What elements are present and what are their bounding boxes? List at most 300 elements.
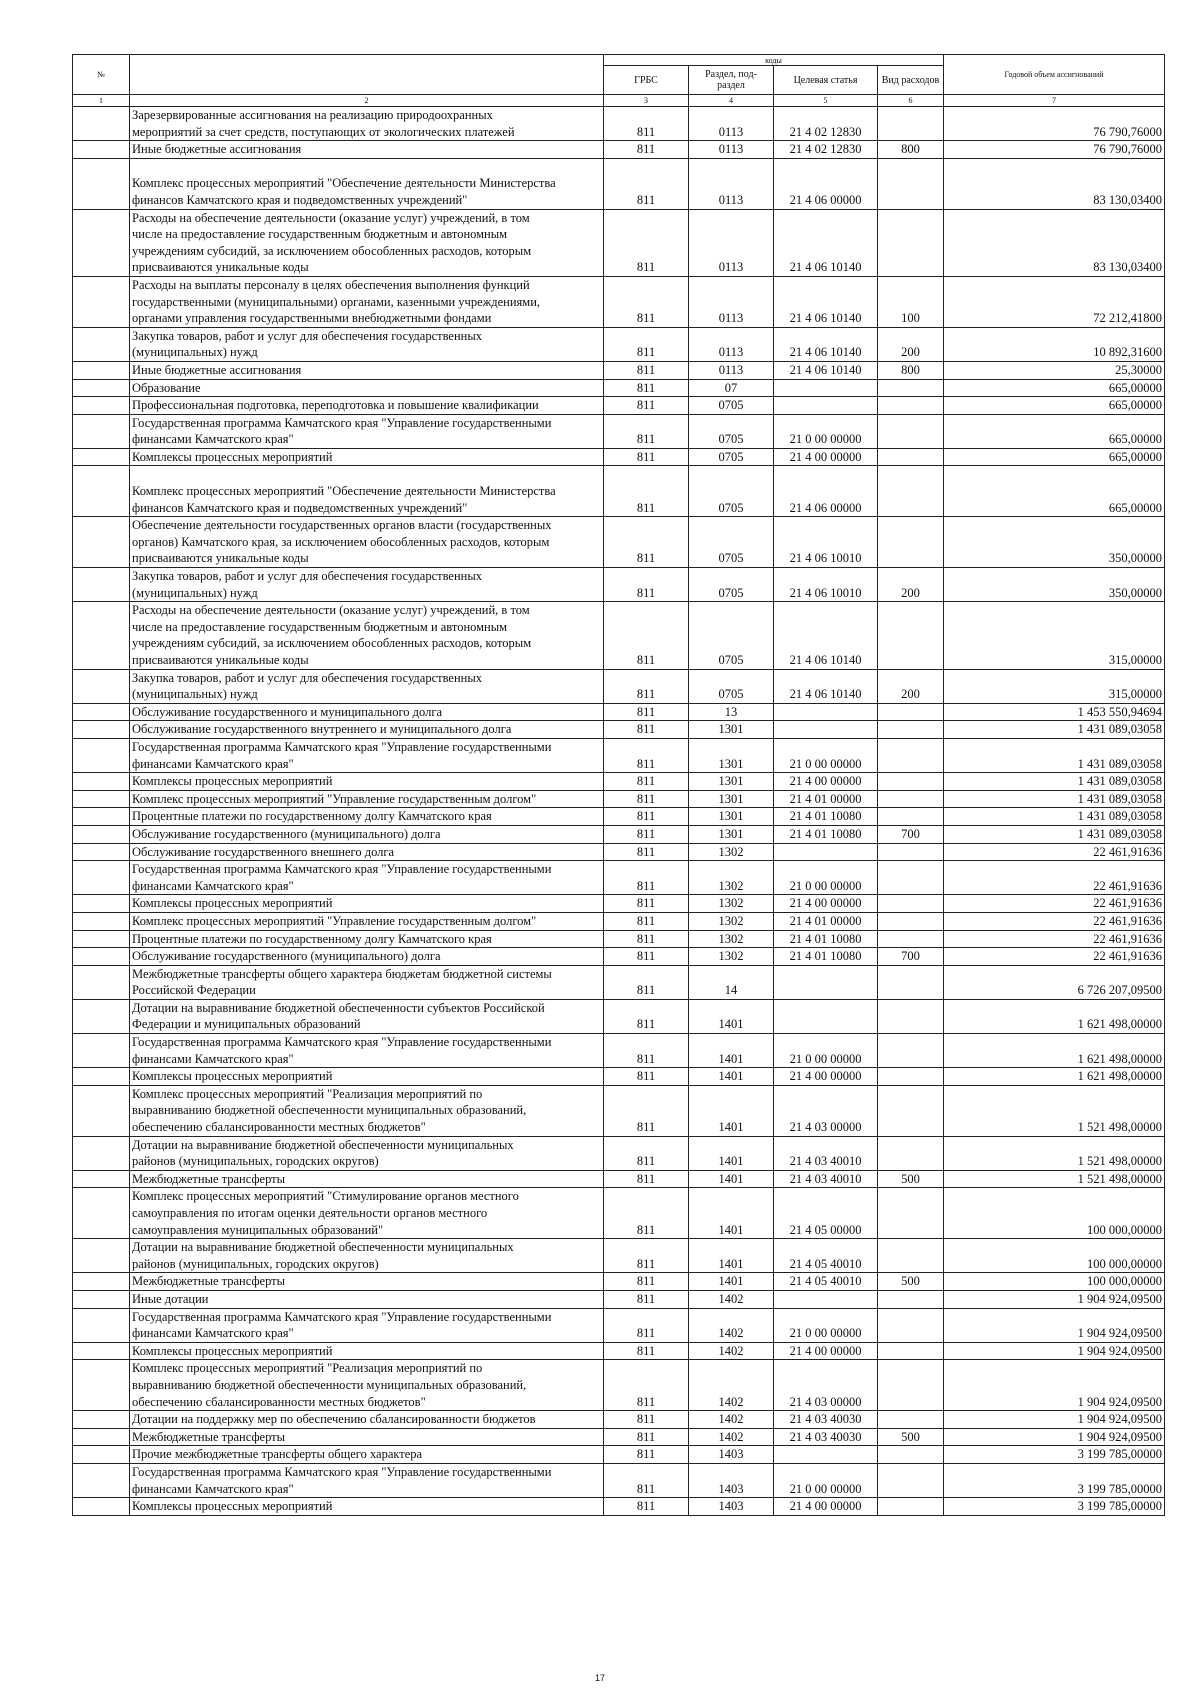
col-number: 7 [944,95,1165,107]
row-statya: 21 4 06 10140 [774,327,878,361]
num [73,1411,130,1429]
row-grbs: 811 [604,466,689,517]
row-sum: 76 790,76000 [944,107,1165,141]
row-razdel: 0113 [689,209,774,276]
row-name: Закупка товаров, работ и услуг для обеспечения государственных (муниципальных) нужд [130,568,604,602]
row-razdel: 1401 [689,1136,774,1170]
row-statya: 21 4 05 40010 [774,1273,878,1291]
row-sum: 22 461,91636 [944,861,1165,895]
table-row [73,141,1165,159]
row-vid [878,1034,944,1068]
row-razdel: 1301 [689,721,774,739]
num [73,1463,130,1497]
table-row [73,861,1165,895]
row-razdel: 1401 [689,1239,774,1273]
table-row [73,327,1165,361]
num [73,361,130,379]
row-name: Дотации на выравнивание бюджетной обеспеченности муниципальных районов (муниципальных, городских округов) [130,1239,604,1273]
row-sum: 1 904 924,09500 [944,1342,1165,1360]
row-razdel: 1302 [689,843,774,861]
header-vid: Вид расходов [878,66,944,95]
table-row [73,1239,1165,1273]
row-grbs: 811 [604,808,689,826]
row-vid [878,773,944,791]
row-statya: 21 0 00 00000 [774,1308,878,1342]
num [73,1498,130,1516]
row-name: Дотации на поддержку мер по обеспечению сбалансированности бюджетов [130,1411,604,1429]
num [73,999,130,1033]
row-statya: 21 4 05 40010 [774,1239,878,1273]
table-row [73,448,1165,466]
row-vid [878,1239,944,1273]
row-name: Комплекс процессных мероприятий "Обеспечение деятельности Министерства финансов Камчатского края и подведомственных учреждений" [130,158,604,209]
row-razdel: 0705 [689,466,774,517]
row-vid [878,1085,944,1136]
table-row [73,895,1165,913]
row-statya: 21 4 02 12830 [774,141,878,159]
table-row [73,1463,1165,1497]
row-statya: 21 4 06 10140 [774,276,878,327]
table-row [73,466,1165,517]
row-sum: 665,00000 [944,466,1165,517]
num [73,1239,130,1273]
row-vid [878,1188,944,1239]
num [73,930,130,948]
num [73,276,130,327]
table-row [73,999,1165,1033]
row-statya: 21 4 06 00000 [774,158,878,209]
row-name: Обеспечение деятельности государственных органов власти (государственных органов) Камчатского края, за исключением обособленных расходов, которым присваиваются уникальные коды [130,517,604,568]
row-name: Иные бюджетные ассигнования [130,141,604,159]
row-statya: 21 4 06 10010 [774,568,878,602]
row-name: Прочие межбюджетные трансферты общего характера [130,1446,604,1464]
row-grbs: 811 [604,397,689,415]
row-grbs: 811 [604,669,689,703]
row-name: Государственная программа Камчатского края "Управление государственными финансами Камчатского края" [130,414,604,448]
num [73,568,130,602]
num [73,790,130,808]
row-razdel: 1301 [689,773,774,791]
row-grbs: 811 [604,1360,689,1411]
table-row [73,1360,1165,1411]
row-name: Межбюджетные трансферты [130,1273,604,1291]
row-name: Комплекс процессных мероприятий "Стимулирование органов местного самоуправления по итогам оценки деятельности органов местного самоуправления муниципальных образований" [130,1188,604,1239]
col-number: 3 [604,95,689,107]
row-name: Дотации на выравнивание бюджетной обеспеченности субъектов Российской Федерации и муниципальных образований [130,999,604,1033]
budget-table [72,54,1165,1516]
row-vid: 700 [878,825,944,843]
row-name: Комплексы процессных мероприятий [130,1342,604,1360]
row-statya: 21 4 01 10080 [774,808,878,826]
header-grbs: ГРБС [604,66,689,95]
table-row [73,568,1165,602]
row-vid [878,843,944,861]
row-name: Государственная программа Камчатского края "Управление государственными финансами Камчатского края" [130,861,604,895]
row-statya: 21 4 00 00000 [774,1498,878,1516]
row-statya: 21 4 06 10140 [774,361,878,379]
row-grbs: 811 [604,703,689,721]
row-grbs: 811 [604,1034,689,1068]
row-razdel: 1401 [689,1188,774,1239]
row-razdel: 0113 [689,276,774,327]
table-row [73,773,1165,791]
table-row [73,965,1165,999]
row-name: Комплексы процессных мероприятий [130,448,604,466]
num [73,1188,130,1239]
col-number: 4 [689,95,774,107]
table-row [73,825,1165,843]
row-statya: 21 4 02 12830 [774,107,878,141]
row-grbs: 811 [604,1136,689,1170]
row-grbs: 811 [604,1170,689,1188]
row-name: Комплекс процессных мероприятий "Управление государственным долгом" [130,790,604,808]
row-vid [878,209,944,276]
table-row [73,808,1165,826]
table-row [73,1342,1165,1360]
table-body [73,107,1165,1516]
row-grbs: 811 [604,1068,689,1086]
row-sum: 10 892,31600 [944,327,1165,361]
num [73,466,130,517]
row-name: Комплексы процессных мероприятий [130,1498,604,1516]
row-razdel: 1403 [689,1498,774,1516]
row-sum: 1 621 498,00000 [944,1034,1165,1068]
num [73,808,130,826]
row-sum: 665,00000 [944,397,1165,415]
num [73,517,130,568]
row-grbs: 811 [604,1290,689,1308]
row-razdel: 1301 [689,825,774,843]
row-statya: 21 0 00 00000 [774,861,878,895]
row-vid: 700 [878,948,944,966]
row-statya [774,965,878,999]
num [73,158,130,209]
row-razdel: 1402 [689,1290,774,1308]
table-row [73,1068,1165,1086]
row-sum: 3 199 785,00000 [944,1446,1165,1464]
row-razdel: 1301 [689,790,774,808]
num [73,141,130,159]
row-razdel: 0705 [689,602,774,669]
row-statya: 21 4 06 10140 [774,209,878,276]
row-grbs: 811 [604,790,689,808]
row-statya [774,843,878,861]
header-statya: Целевая статья [774,66,878,95]
row-grbs: 811 [604,276,689,327]
row-vid [878,738,944,772]
row-vid [878,721,944,739]
row-name: Комплекс процессных мероприятий "Управление государственным долгом" [130,912,604,930]
table-row [73,912,1165,930]
num [73,1068,130,1086]
row-sum: 6 726 207,09500 [944,965,1165,999]
header-codes: коды [604,55,944,66]
table-row [73,107,1165,141]
num [73,773,130,791]
table-row [73,379,1165,397]
row-razdel: 07 [689,379,774,397]
row-sum: 1 431 089,03058 [944,825,1165,843]
row-name: Закупка товаров, работ и услуг для обеспечения государственных (муниципальных) нужд [130,327,604,361]
row-vid: 200 [878,568,944,602]
row-razdel: 0705 [689,397,774,415]
table-row [73,517,1165,568]
table-row [73,738,1165,772]
row-vid [878,1308,944,1342]
row-razdel: 1301 [689,808,774,826]
row-sum: 22 461,91636 [944,912,1165,930]
num [73,448,130,466]
num [73,379,130,397]
table-row [73,397,1165,415]
row-vid [878,1411,944,1429]
row-statya: 21 4 00 00000 [774,1342,878,1360]
table-row [73,414,1165,448]
table-row [73,930,1165,948]
row-razdel: 1401 [689,1170,774,1188]
row-grbs: 811 [604,379,689,397]
row-statya: 21 4 03 40030 [774,1411,878,1429]
num [73,861,130,895]
row-statya: 21 4 01 00000 [774,790,878,808]
row-sum: 1 621 498,00000 [944,999,1165,1033]
row-sum: 1 431 089,03058 [944,808,1165,826]
row-vid [878,703,944,721]
num [73,1290,130,1308]
table-row [73,790,1165,808]
row-razdel: 0705 [689,669,774,703]
num [73,1136,130,1170]
row-razdel: 1402 [689,1308,774,1342]
row-name: Расходы на обеспечение деятельности (оказание услуг) учреждений, в том числе на предоставление государственным бюджетным и автономным учреждениям субсидий, за исключением обособленных расходов, которым присваиваются уникальные коды [130,209,604,276]
table-row [73,1034,1165,1068]
row-sum: 3 199 785,00000 [944,1463,1165,1497]
row-razdel: 1403 [689,1463,774,1497]
row-name: Зарезервированные ассигнования на реализацию природоохранных мероприятий за счет средств, поступающих от экологических платежей [130,107,604,141]
row-grbs: 811 [604,999,689,1033]
row-razdel: 0113 [689,107,774,141]
table-row [73,602,1165,669]
row-vid [878,414,944,448]
row-vid: 800 [878,141,944,159]
row-vid [878,466,944,517]
row-sum: 1 431 089,03058 [944,790,1165,808]
row-grbs: 811 [604,568,689,602]
table-row [73,158,1165,209]
row-vid [878,1446,944,1464]
num [73,843,130,861]
row-statya [774,397,878,415]
row-razdel: 1401 [689,999,774,1033]
row-name: Обслуживание государственного и муниципального долга [130,703,604,721]
row-vid [878,1342,944,1360]
row-vid: 100 [878,276,944,327]
row-statya: 21 4 01 00000 [774,912,878,930]
row-statya [774,1446,878,1464]
row-statya [774,1290,878,1308]
row-statya: 21 4 05 00000 [774,1188,878,1239]
row-statya [774,999,878,1033]
table-row [73,1308,1165,1342]
row-grbs: 811 [604,1239,689,1273]
row-grbs: 811 [604,825,689,843]
row-razdel: 1301 [689,738,774,772]
row-vid [878,912,944,930]
row-vid [878,1463,944,1497]
row-grbs: 811 [604,1446,689,1464]
num [73,738,130,772]
row-razdel: 1302 [689,912,774,930]
row-statya: 21 4 00 00000 [774,895,878,913]
row-vid [878,107,944,141]
row-statya: 21 4 03 00000 [774,1360,878,1411]
row-statya: 21 4 01 10080 [774,948,878,966]
row-razdel: 1401 [689,1085,774,1136]
row-razdel: 0113 [689,361,774,379]
num [73,1085,130,1136]
num [73,895,130,913]
row-sum: 22 461,91636 [944,843,1165,861]
num [73,721,130,739]
row-sum: 3 199 785,00000 [944,1498,1165,1516]
col-number: 6 [878,95,944,107]
row-statya: 21 4 00 00000 [774,1068,878,1086]
row-sum: 1 521 498,00000 [944,1136,1165,1170]
table-row [73,1428,1165,1446]
row-razdel: 1401 [689,1273,774,1291]
row-razdel: 1302 [689,948,774,966]
row-razdel: 0705 [689,448,774,466]
row-grbs: 811 [604,1273,689,1291]
row-name: Межбюджетные трансферты [130,1428,604,1446]
row-razdel: 1402 [689,1411,774,1429]
row-vid [878,1498,944,1516]
row-name: Комплекс процессных мероприятий "Реализация мероприятий по выравниванию бюджетной обеспеченности муниципальных образований, обеспечению сбалансированности местных бюджетов" [130,1360,604,1411]
row-vid: 500 [878,1273,944,1291]
row-razdel: 13 [689,703,774,721]
row-vid [878,602,944,669]
table-row [73,721,1165,739]
row-sum: 1 431 089,03058 [944,738,1165,772]
row-vid: 200 [878,327,944,361]
num [73,948,130,966]
row-grbs: 811 [604,843,689,861]
row-vid [878,790,944,808]
row-vid [878,1136,944,1170]
row-grbs: 811 [604,327,689,361]
row-statya: 21 4 00 00000 [774,448,878,466]
row-name: Процентные платежи по государственному долгу Камчатского края [130,808,604,826]
page-number: 17 [594,1673,605,1683]
row-vid [878,999,944,1033]
row-sum: 76 790,76000 [944,141,1165,159]
row-name: Комплекс процессных мероприятий "Обеспечение деятельности Министерства финансов Камчатского края и подведомственных учреждений" [130,466,604,517]
row-name: Дотации на выравнивание бюджетной обеспеченности муниципальных районов (муниципальных, городских округов) [130,1136,604,1170]
row-grbs: 811 [604,930,689,948]
num [73,1342,130,1360]
row-statya: 21 0 00 00000 [774,1463,878,1497]
row-sum: 22 461,91636 [944,895,1165,913]
table-row [73,276,1165,327]
num [73,107,130,141]
row-vid [878,808,944,826]
row-name: Комплексы процессных мероприятий [130,895,604,913]
table-row [73,843,1165,861]
row-vid: 800 [878,361,944,379]
row-name: Комплексы процессных мероприятий [130,1068,604,1086]
row-name: Государственная программа Камчатского края "Управление государственными финансами Камчатского края" [130,1463,604,1497]
row-name: Обслуживание государственного (муниципального) долга [130,825,604,843]
row-razdel: 14 [689,965,774,999]
row-grbs: 811 [604,1342,689,1360]
num [73,1360,130,1411]
row-razdel: 1403 [689,1446,774,1464]
table-row [73,948,1165,966]
num [73,1170,130,1188]
header-num: № [73,55,130,95]
row-grbs: 811 [604,1498,689,1516]
row-razdel: 0705 [689,568,774,602]
row-vid [878,379,944,397]
row-grbs: 811 [604,721,689,739]
row-statya: 21 4 06 10010 [774,517,878,568]
row-sum: 1 904 924,09500 [944,1360,1165,1411]
header-razdel: Раздел, под-раздел [689,66,774,95]
row-statya: 21 4 01 10080 [774,930,878,948]
row-name: Комплекс процессных мероприятий "Реализация мероприятий по выравниванию бюджетной обеспеченности муниципальных образований, обеспечению сбалансированности местных бюджетов" [130,1085,604,1136]
table-row [73,209,1165,276]
row-statya: 21 0 00 00000 [774,738,878,772]
row-razdel: 1302 [689,895,774,913]
table-row [73,1446,1165,1464]
row-grbs: 811 [604,517,689,568]
num [73,397,130,415]
row-grbs: 811 [604,1463,689,1497]
table-row [73,1170,1165,1188]
row-razdel: 0705 [689,517,774,568]
row-grbs: 811 [604,414,689,448]
row-statya: 21 4 06 10140 [774,602,878,669]
row-grbs: 811 [604,1085,689,1136]
row-grbs: 811 [604,1188,689,1239]
row-statya: 21 0 00 00000 [774,1034,878,1068]
row-vid [878,930,944,948]
table-row [73,1136,1165,1170]
row-vid [878,895,944,913]
row-name: Иные бюджетные ассигнования [130,361,604,379]
row-grbs: 811 [604,1411,689,1429]
row-sum: 100 000,00000 [944,1188,1165,1239]
row-name: Обслуживание государственного внутреннего и муниципального долга [130,721,604,739]
row-name: Процентные платежи по государственному долгу Камчатского края [130,930,604,948]
num [73,1308,130,1342]
row-razdel: 0113 [689,158,774,209]
row-vid [878,965,944,999]
row-statya [774,703,878,721]
row-vid [878,861,944,895]
row-sum: 1 453 550,94694 [944,703,1165,721]
row-name: Обслуживание государственного внешнего долга [130,843,604,861]
row-vid: 500 [878,1428,944,1446]
row-grbs: 811 [604,1308,689,1342]
row-vid: 200 [878,669,944,703]
num [73,209,130,276]
num [73,1034,130,1068]
table-row [73,1498,1165,1516]
row-sum: 350,00000 [944,517,1165,568]
col-number: 1 [73,95,130,107]
row-statya [774,379,878,397]
